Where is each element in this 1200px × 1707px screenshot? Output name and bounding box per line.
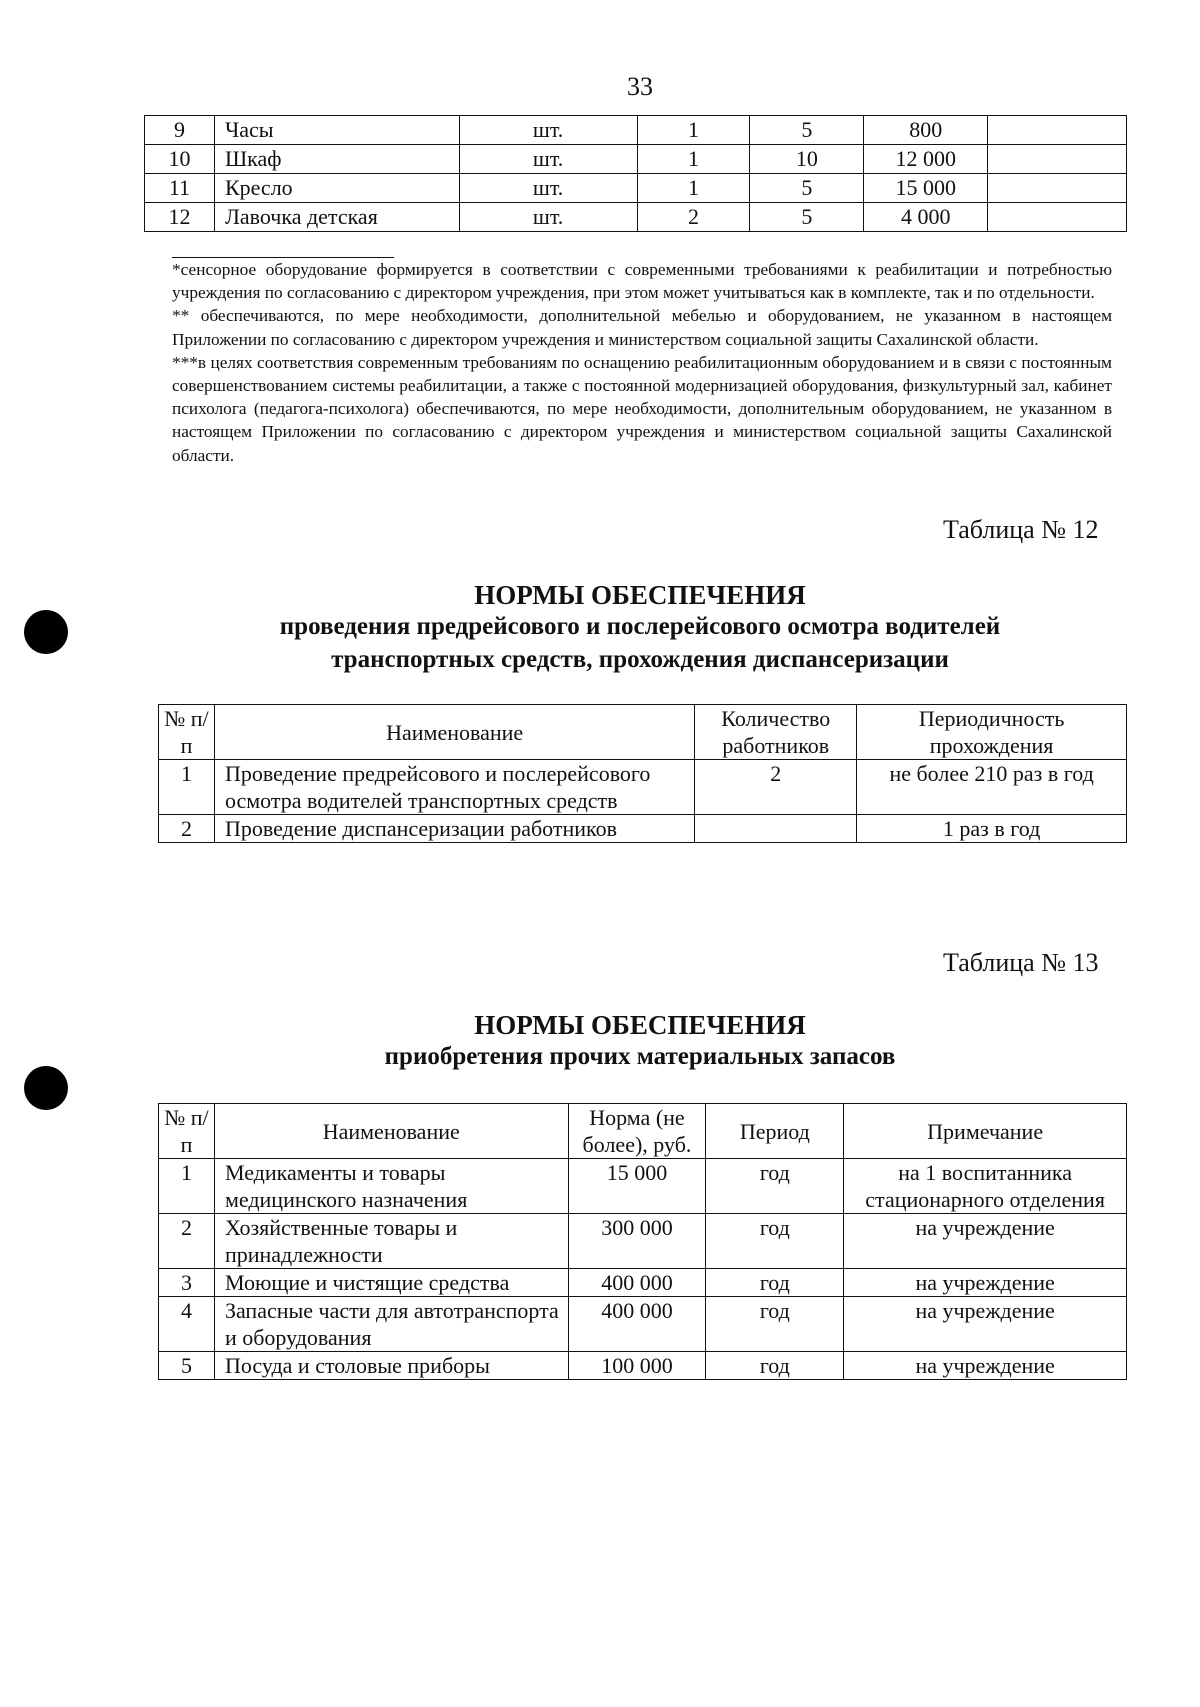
header-name: Наименование bbox=[214, 705, 694, 760]
punch-hole-mark bbox=[24, 610, 68, 654]
table-row bbox=[145, 145, 1127, 174]
note bbox=[988, 174, 1127, 203]
quantity: 1 bbox=[637, 145, 750, 174]
footnotes bbox=[172, 258, 1112, 467]
row-note: на учреждение bbox=[844, 1297, 1127, 1352]
unit: шт. bbox=[459, 145, 637, 174]
row-note: на учреждение bbox=[844, 1352, 1127, 1380]
note bbox=[988, 116, 1127, 145]
table-header-row bbox=[159, 1104, 1127, 1159]
item-name: Лавочка детская bbox=[214, 203, 459, 232]
row-norm: 100 000 bbox=[568, 1352, 706, 1380]
row-number: 5 bbox=[159, 1352, 215, 1380]
row-periodicity: 1 раз в год bbox=[857, 815, 1127, 843]
table-row bbox=[145, 203, 1127, 232]
row-norm: 400 000 bbox=[568, 1269, 706, 1297]
table-header-row bbox=[159, 705, 1127, 760]
unit: шт. bbox=[459, 116, 637, 145]
table-12-subtitle-line-1: проведения предрейсового и послерейсового осмотра водителей bbox=[279, 613, 1001, 640]
row-name: Медикаменты и товары медицинского назначения bbox=[214, 1159, 568, 1214]
table-12-title: НОРМЫ ОБЕСПЕЧЕНИЯ bbox=[474, 580, 806, 610]
note bbox=[988, 203, 1127, 232]
row-number: 1 bbox=[159, 760, 215, 815]
table-row bbox=[159, 815, 1127, 843]
table-12-subtitle-line-2: транспортных средств, прохождения диспансеризации bbox=[331, 646, 949, 673]
row-name: Запасные части для автотранспорта и оборудования bbox=[214, 1297, 568, 1352]
item-name: Часы bbox=[214, 116, 459, 145]
row-number: 3 bbox=[159, 1269, 215, 1297]
table-13-subtitle: приобретения прочих материальных запасов bbox=[384, 1043, 896, 1070]
row-period: год bbox=[706, 1269, 844, 1297]
row-period: год bbox=[706, 1352, 844, 1380]
row-norm: 400 000 bbox=[568, 1297, 706, 1352]
table-row bbox=[159, 1297, 1127, 1352]
footnote-1: *сенсорное оборудование формируется в соответствии с современными требованиями к реабилитации и потребностью учреждения по согласованию с директором учреждения, при этом может учитываться как в комплекте, так и по отдельности. bbox=[172, 260, 1112, 303]
row-norm: 300 000 bbox=[568, 1214, 706, 1269]
note bbox=[988, 145, 1127, 174]
table-row bbox=[159, 1269, 1127, 1297]
service-years: 5 bbox=[750, 174, 864, 203]
table-12 bbox=[158, 704, 1127, 843]
header-workers-count: Количество работников bbox=[695, 705, 857, 760]
footnote-2: ** обеспечиваются, по мере необходимости, дополнительной мебелью и оборудованием, не указанном в настоящем Приложении по согласованию с директором учреждения и министерством социальной защиты Сахалинской области. bbox=[172, 306, 1112, 349]
row-period: год bbox=[706, 1159, 844, 1214]
unit: шт. bbox=[459, 174, 637, 203]
price: 12 000 bbox=[864, 145, 988, 174]
quantity: 2 bbox=[637, 203, 750, 232]
header-norm: Норма (не более), руб. bbox=[568, 1104, 706, 1159]
row-name: Хозяйственные товары и принадлежности bbox=[214, 1214, 568, 1269]
row-number: 12 bbox=[145, 203, 215, 232]
price: 800 bbox=[864, 116, 988, 145]
price: 15 000 bbox=[864, 174, 988, 203]
quantity: 1 bbox=[637, 174, 750, 203]
table-row bbox=[159, 1352, 1127, 1380]
row-periodicity: не более 210 раз в год bbox=[857, 760, 1127, 815]
row-name: Посуда и столовые приборы bbox=[214, 1352, 568, 1380]
service-years: 5 bbox=[750, 203, 864, 232]
table-13 bbox=[158, 1103, 1127, 1380]
row-note: на учреждение bbox=[844, 1269, 1127, 1297]
header-note: Примечание bbox=[844, 1104, 1127, 1159]
header-name: Наименование bbox=[214, 1104, 568, 1159]
unit: шт. bbox=[459, 203, 637, 232]
row-number: 1 bbox=[159, 1159, 215, 1214]
table-13-label: Таблица № 13 bbox=[943, 948, 1099, 977]
price: 4 000 bbox=[864, 203, 988, 232]
row-number: 2 bbox=[159, 815, 215, 843]
row-name: Моющие и чистящие средства bbox=[214, 1269, 568, 1297]
table-row bbox=[145, 116, 1127, 145]
table-row bbox=[145, 174, 1127, 203]
header-period: Период bbox=[706, 1104, 844, 1159]
page-number: 33 bbox=[627, 72, 653, 101]
row-workers-count: 2 bbox=[695, 760, 857, 815]
service-years: 5 bbox=[750, 116, 864, 145]
row-number: 9 bbox=[145, 116, 215, 145]
item-name: Кресло bbox=[214, 174, 459, 203]
table-12-label: Таблица № 12 bbox=[943, 515, 1099, 544]
row-number: 10 bbox=[145, 145, 215, 174]
table-13-title: НОРМЫ ОБЕСПЕЧЕНИЯ bbox=[474, 1010, 806, 1040]
table-row bbox=[159, 760, 1127, 815]
row-number: 2 bbox=[159, 1214, 215, 1269]
row-number: 4 bbox=[159, 1297, 215, 1352]
service-years: 10 bbox=[750, 145, 864, 174]
header-periodicity: Периодичность прохождения bbox=[857, 705, 1127, 760]
header-number: № п/п bbox=[159, 1104, 215, 1159]
row-period: год bbox=[706, 1214, 844, 1269]
footnote-3: ***в целях соответствия современным требованиям по оснащению реабилитационным оборудованием и в связи с постоянным совершенствованием системы реабилитации, а также с постоянной модернизацией оборудования, физкультурный зал, кабинет психолога (педагога-психолога) обеспечиваются, по мере необходимости, дополнительным оборудованием, не указанном в настоящем Приложении по согласованию с директором учреждения и министерством социальной защиты Сахалинской области. bbox=[172, 352, 1112, 465]
table-row bbox=[159, 1214, 1127, 1269]
item-name: Шкаф bbox=[214, 145, 459, 174]
header-number: № п/п bbox=[159, 705, 215, 760]
row-note: на учреждение bbox=[844, 1214, 1127, 1269]
row-period: год bbox=[706, 1297, 844, 1352]
table-row bbox=[159, 1159, 1127, 1214]
row-norm: 15 000 bbox=[568, 1159, 706, 1214]
quantity: 1 bbox=[637, 116, 750, 145]
row-note: на 1 воспитанника стационарного отделения bbox=[844, 1159, 1127, 1214]
row-name: Проведение предрейсового и послерейсового осмотра водителей транспортных средств bbox=[214, 760, 694, 815]
row-name: Проведение диспансеризации работников bbox=[214, 815, 694, 843]
equipment-table bbox=[144, 115, 1127, 232]
row-number: 11 bbox=[145, 174, 215, 203]
row-workers-count bbox=[695, 815, 857, 843]
punch-hole-mark bbox=[24, 1066, 68, 1110]
